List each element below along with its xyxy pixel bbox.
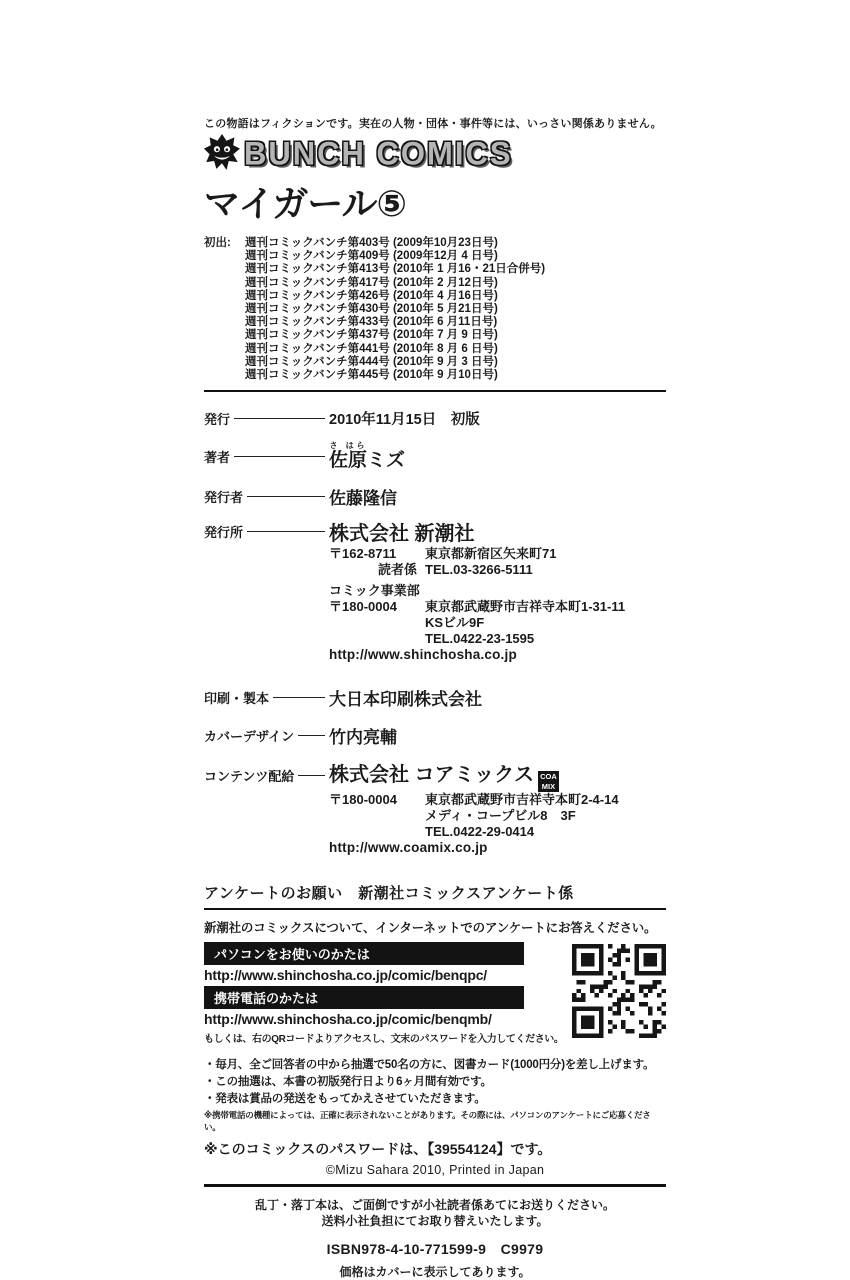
survey-heading: アンケートのお願い 新潮社コミックスアンケート係 (204, 882, 666, 910)
password-note: ※このコミックスのパスワードは、【39554124】です。 (204, 1141, 552, 1158)
tel-line: TEL.0422-23-1595 (425, 631, 535, 647)
shinchosha-url: http://www.shinchosha.co.jp (329, 647, 517, 663)
row-head (204, 688, 329, 707)
postal-code: 〒180-0004 (329, 792, 397, 808)
serialization-list (245, 237, 545, 382)
postal-code: 〒180-0004 (329, 599, 397, 615)
coamix-url: http://www.coamix.co.jp (329, 840, 488, 856)
serialization-item: 週刊コミックバンチ第426号 (2010年 4 月16日号) (245, 289, 498, 302)
leader-line (298, 775, 325, 776)
row-label: カバーデザイン (204, 729, 295, 745)
divider-bottom (204, 1184, 666, 1187)
cover-designer: 竹内亮輔 (329, 728, 397, 748)
row-label: 発行者 (204, 490, 244, 506)
qr-code (572, 944, 666, 1038)
mobile-display-note: ※携帯電話の機種によっては、正確に表示されないことがあります。その際には、パソコンのアンケートにご応募ください。 (204, 1110, 651, 1133)
survey-note-line: ・この抽選は、本書の初版発行日より6ヶ月間有効です。 (204, 1076, 492, 1089)
address-line: 東京都武蔵野市吉祥寺本町1-31-11 (425, 599, 626, 615)
leader-line (234, 456, 325, 457)
row-label: 発行 (204, 412, 231, 428)
price-note: 価格はカバーに表示してあります。 (339, 1265, 531, 1280)
defective-copy-line1: 乱丁・落丁本は、ご面倒ですが小社読者係あてにお送りください。 (254, 1198, 615, 1213)
serialization-item: 週刊コミックバンチ第430号 (2010年 5 月21日号) (245, 303, 498, 316)
row-cover-design (204, 723, 666, 748)
pc-banner: パソコンをお使いのかたは (204, 942, 524, 965)
row-publish-date (204, 408, 666, 429)
publishing-house-name: 株式会社 新潮社 (329, 523, 475, 546)
survey-columns (204, 942, 666, 1045)
logo-wordmark: BUNCH COMICS (244, 135, 513, 172)
row-label: 発行所 (204, 525, 244, 541)
survey-note-line: ・毎月、全ご回答者の中から抽選で50名の方に、図書カード(1000円分)を差し上げます。 (204, 1059, 655, 1072)
coamix-name: 株式会社 コアミックス (329, 764, 534, 787)
author-kanji: 佐原 (329, 450, 368, 472)
contents-company (329, 758, 559, 792)
serialization-item: 週刊コミックバンチ第437号 (2010年 7 月 9 日号) (245, 329, 498, 342)
author-furigana: さ はら (329, 441, 368, 451)
serialization-item: 週刊コミックバンチ第417号 (2010年 2 月12日号) (245, 276, 498, 289)
serialization-item: 週刊コミックバンチ第403号 (2009年10月23日号) (245, 237, 498, 249)
survey-left-column (204, 942, 564, 1046)
row-printing (204, 685, 666, 710)
address-line: 東京都新宿区矢来町71 (425, 546, 557, 562)
serialization-item: 週刊コミックバンチ第441号 (2010年 8 月 6 日号) (245, 342, 498, 355)
defective-copy-line2: 送料小社負担にてお取り替えいたします。 (321, 1214, 549, 1229)
row-label: コンテンツ配給 (204, 768, 295, 784)
mobile-survey-url: http://www.shinchosha.co.jp/comic/benqmb/ (204, 1011, 492, 1028)
address-grid (329, 546, 666, 578)
row-label: 著者 (204, 450, 231, 466)
row-publisher (204, 484, 666, 509)
row-publishing-house (204, 517, 666, 546)
tel-line: TEL.0422-29-0414 (425, 824, 535, 840)
isbn-line: ISBN978-4-10-771599-9 C9979 (326, 1241, 544, 1258)
survey-intro: 新潮社のコミックスについて、インターネットでのアンケートにお答えください。 (204, 921, 657, 936)
row-head (204, 409, 329, 428)
serialization-item: 週刊コミックバンチ第409号 (2009年12月 4 日号) (245, 250, 498, 263)
survey-section (204, 882, 666, 1159)
leader-line (234, 418, 325, 419)
colophon-content (204, 117, 666, 1280)
leader-line (247, 531, 325, 532)
row-head (204, 726, 329, 745)
leader-line (247, 496, 325, 497)
serialization-item: 週刊コミックバンチ第445号 (2010年 9 月10日号) (245, 369, 498, 382)
leader-line (298, 735, 325, 736)
book-title: マイガール⑤ (204, 183, 406, 224)
copyright-line: ©Mizu Sahara 2010, Printed in Japan (325, 1163, 545, 1178)
serialization-item: 週刊コミックバンチ第433号 (2010年 6 月11日号) (245, 316, 498, 329)
readers-desk-tel: TEL.03-3266-5111 (425, 562, 533, 578)
mobile-banner: 携帯電話のかたは (204, 986, 524, 1009)
coamix-address-block (329, 792, 666, 856)
row-contents-distribution (204, 758, 666, 792)
row-head (204, 522, 329, 541)
comic-dept-label: コミック事業部 (329, 583, 420, 599)
row-head (204, 766, 329, 785)
row-head (204, 487, 329, 506)
coamix-badge-top: COA (540, 772, 557, 782)
coamix-logo-badge (538, 771, 559, 792)
postal-code: 〒162-8711 (329, 546, 397, 562)
pc-survey-url: http://www.shinchosha.co.jp/comic/benqpc/ (204, 967, 487, 984)
publisher-name: 佐藤隆信 (329, 489, 397, 509)
bunch-comics-logo (204, 135, 666, 173)
row-head (204, 447, 329, 466)
divider-top (204, 390, 666, 392)
serialization-label: 初出: (204, 237, 231, 249)
publish-date-value: 2010年11月15日 初版 (329, 412, 480, 429)
shinchosha-address-block (329, 546, 666, 663)
address-line: 東京都武蔵野市吉祥寺本町2-4-14 (425, 792, 619, 808)
fiction-disclaimer: この物語はフィクションです。実在の人物・団体・事件等には、いっさい関係ありません。 (204, 118, 662, 130)
printing-company: 大日本印刷株式会社 (329, 690, 482, 710)
author-kanji-ruby (329, 441, 368, 472)
footer-block (204, 1197, 666, 1280)
row-label: 印刷・製本 (204, 691, 270, 707)
serialization-item: 週刊コミックバンチ第444号 (2010年 9 月 3 日号) (245, 355, 498, 368)
author-kana: ミズ (367, 450, 406, 472)
address-grid (329, 599, 666, 615)
author-name (329, 441, 405, 472)
leader-line (273, 697, 325, 698)
readers-desk-label: 読者係 (377, 562, 417, 578)
row-author (204, 441, 666, 472)
bunch-mascot-icon (204, 134, 240, 175)
serialization-block (204, 237, 666, 382)
survey-note-line: ・発表は賞品の発送をもってかえさせていただきます。 (204, 1093, 486, 1106)
building-line: メディ・コープビル8 3F (425, 808, 576, 824)
serialization-item: 週刊コミックバンチ第413号 (2010年 1 月16・21日合併号) (245, 263, 546, 276)
survey-notes (204, 1057, 666, 1108)
address-grid (329, 792, 666, 808)
coamix-badge-bottom: MIX (541, 781, 556, 791)
qr-access-note: もしくは、右のQRコードよりアクセスし、文末のパスワードを入力してください。 (204, 1034, 564, 1046)
building-line: KSビル9F (425, 615, 485, 631)
